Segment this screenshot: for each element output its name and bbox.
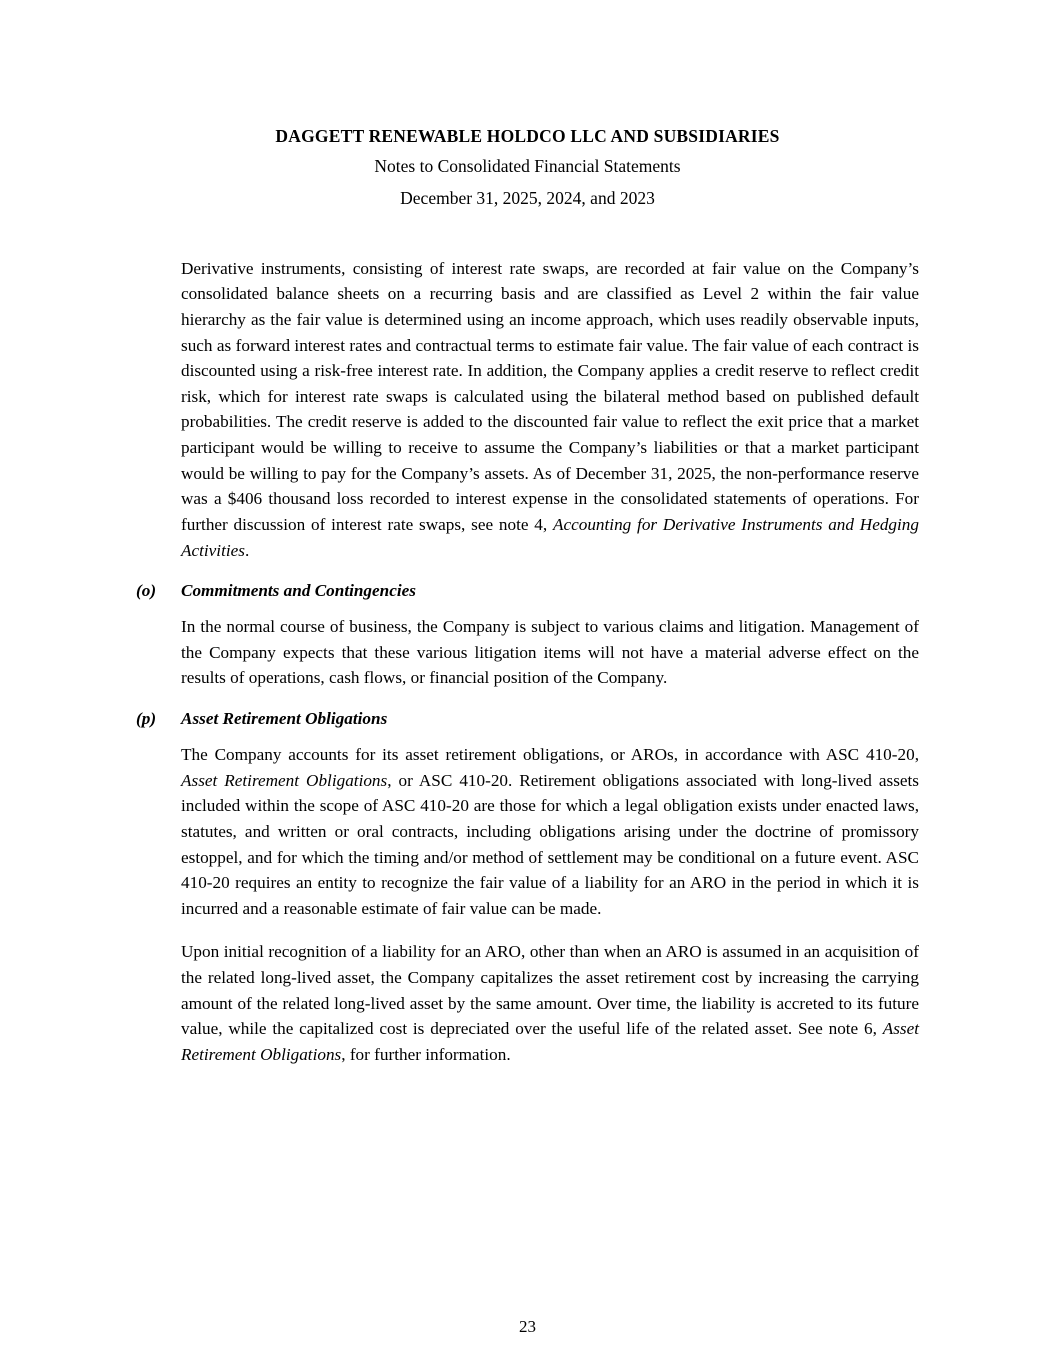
section-heading-commitments	[136, 581, 919, 601]
document-subtitle: Notes to Consolidated Financial Statements	[374, 156, 681, 177]
aro-paragraph-2-text-a: Upon initial recognition of a liability for an ARO, other than when an ARO is assumed in an acquisition of the related long-lived asset, the Company capitalizes the asset retirement cost by increasing the carrying amount of the related long-lived asset by the same amount. Over time, the liability is accreted to its future value, while the capitalized cost is depreciated over the useful life of the related asset. See note 6,	[181, 942, 919, 1039]
section-title-aro: Asset Retirement Obligations	[181, 709, 388, 728]
section-letter-p: (p)	[136, 709, 157, 728]
derivative-paragraph-end: .	[244, 540, 250, 560]
company-title: DAGGETT RENEWABLE HOLDCO LLC AND SUBSIDIARIES	[275, 126, 780, 146]
aro-paragraph-2	[136, 939, 919, 1067]
aro-paragraph-1-text-a: The Company accounts for its asset retirement obligations, or AROs, in accordance with ASC 410-20,	[181, 745, 919, 764]
page-header	[0, 0, 1055, 212]
derivative-paragraph-text: Derivative instruments, consisting of interest rate swaps, are recorded at fair value on the Company’s consolidated balance sheets on a recurring basis and are classified as Level 2 within the fair value hierarchy as the fair value is determined using an income approach, which uses readily observable inputs, such as forward interest rates and contractual terms to estimate fair value. The fair value of each contract is discounted using a risk-free interest rate. In addition, the Company applies a credit reserve to reflect credit risk, which for interest rate swaps is calculated using the bilateral method based on published default probabilities. The credit reserve is added to the discounted fair value to reflect the exit price that a market participant would be willing to receive to assume the Company’s liabilities or that a market participant would be willing to pay for the Company’s assets. As of December 31, 2025, the non-performance reserve was a $406 thousand loss recorded to interest expense in the consolidated statements of operations. For further discussion of interest rate swaps, see note 4,	[181, 258, 919, 534]
derivative-note-reference: Accounting for Derivative Instruments and Hedging Activities	[181, 514, 919, 560]
document-period: December 31, 2025, 2024, and 2023	[400, 187, 655, 208]
section-title-commitments: Commitments and Contingencies	[181, 581, 416, 601]
page-number: 23	[519, 1317, 536, 1336]
aro-paragraph-2-text-b: , for further information.	[341, 1044, 511, 1064]
aro-standard-title-1: Asset Retirement Obligations	[181, 770, 388, 790]
document-body	[136, 256, 919, 1068]
commitments-paragraph: In the normal course of business, the Company is subject to various claims and litigation. Management of the Company expects that these various litigation items will not have a material adverse effect on the results of operations, cash flows, or financial position of the Company.	[181, 617, 919, 688]
section-heading-aro	[136, 709, 919, 729]
aro-paragraph-1-text-b: , or ASC 410-20. Retirement obligations associated with long-lived assets included within the scope of ASC 410-20 are those for which a legal obligation exists under enacted laws, statutes, and written or oral contracts, including obligations arising under the doctrine of promissory estoppel, and for which the timing and/or method of settlement may be conditional on a future event. ASC 410-20 requires an entity to recognize the fair value of a liability for an ARO in the period in which it is incurred and a reasonable estimate of fair value can be made.	[181, 770, 919, 918]
aro-paragraph-1	[136, 742, 919, 921]
derivative-paragraph	[136, 256, 919, 564]
section-letter-o: (o)	[136, 581, 157, 601]
aro-note-reference: Asset Retirement Obligations	[181, 1019, 919, 1064]
